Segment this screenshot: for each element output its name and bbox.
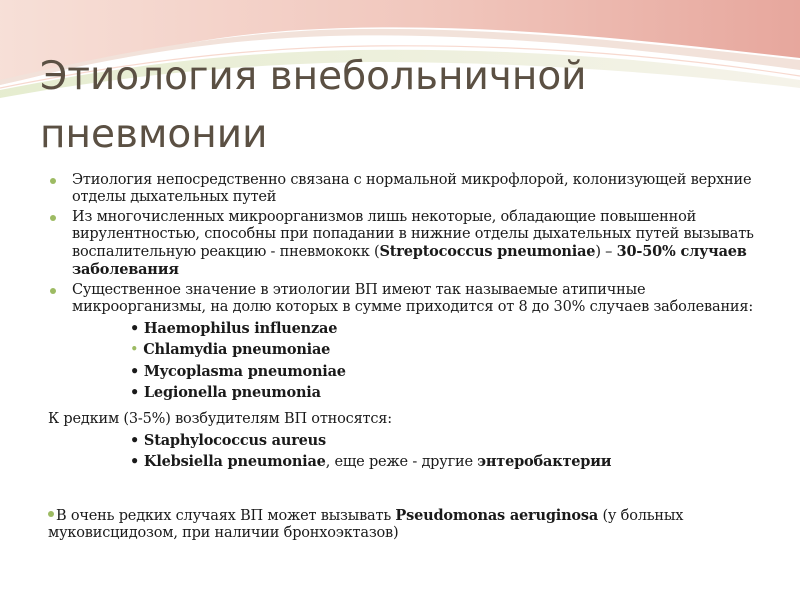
bullet-item: [48, 282, 758, 316]
slide-title: Этиология внебольничной пневмонии: [40, 54, 587, 157]
bullet-text: Этиология непосредственно связана с нормальной микрофлорой, колонизующей верхние отделы дыхательных путей: [72, 172, 752, 205]
atypical-item: • Haemophilus influenzae: [130, 320, 338, 337]
last-paragraph: В очень редких случаях ВП может вызывать Pseudomonas aeruginosa (у больных муковисцидозом, при наличии бронхоэктазов): [48, 507, 684, 541]
rare-pathogens-intro: К редким (3-5%) возбудителям ВП относятся:: [48, 411, 392, 427]
bullet-dot-icon: [50, 288, 56, 294]
bullet-dot-icon: [48, 511, 54, 517]
bullet-dot-icon: [50, 178, 56, 184]
rare-item: • Staphylococcus aureus: [130, 432, 326, 449]
bullet-bold-percent: 30-50% случаев заболевания: [72, 243, 747, 278]
atypical-item: • Legionella pneumonia: [130, 384, 321, 401]
bullet-text: ) –: [595, 244, 617, 260]
slide-body: [48, 172, 758, 542]
bullet-bold-organism: Streptococcus pneumoniae: [379, 243, 596, 260]
bullet-text: Из многочисленных микроорганизмов лишь некоторые, обладающие повышенной вирулентностью, способны при попадании в нижние отделы дыхательных путей вызывать воспалительную реакцию - пневмококк (: [72, 209, 754, 260]
bullet-dot-icon: [50, 215, 56, 221]
bullet-item: [48, 209, 758, 279]
atypical-item: • Chlamydia pneumoniae: [130, 341, 331, 358]
bullet-text: Существенное значение в этиологии ВП имеют так называемые атипичные микроорганизмы, на долю которых в сумме приходится от 8 до 30% случаев заболевания:: [72, 282, 754, 315]
atypical-item: • Mycoplasma pneumoniae: [130, 363, 346, 380]
rare-item: • Klebsiella pneumoniae, еще реже - другие энтеробактерии: [130, 453, 612, 470]
bullet-item: [48, 172, 758, 206]
